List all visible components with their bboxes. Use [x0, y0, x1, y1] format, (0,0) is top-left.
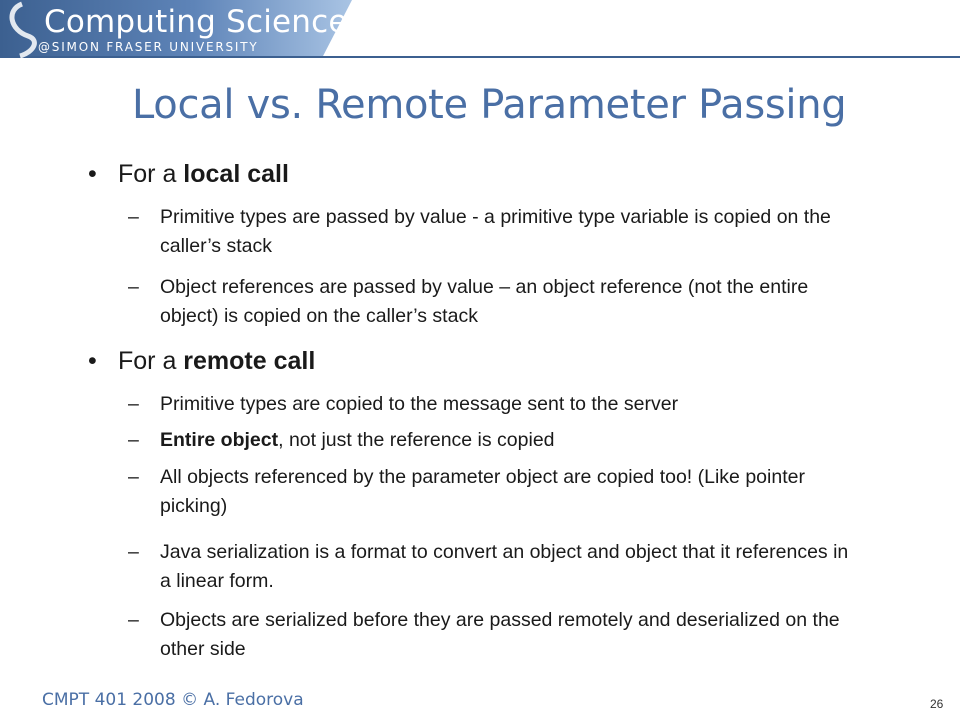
bullet-text — [118, 160, 289, 189]
brand-subtitle: @SIMON FRASER UNIVERSITY — [38, 40, 259, 54]
bullet-text — [118, 347, 315, 376]
dash-glyph: – — [128, 429, 139, 451]
page-number: 26 — [930, 697, 944, 711]
sub-item — [128, 463, 858, 521]
dash-glyph: – — [128, 609, 139, 631]
header-banner — [0, 0, 960, 58]
sub-item-rest: , not just the reference is copied — [278, 429, 555, 451]
sub-item-text — [160, 426, 858, 455]
bullet-bold: remote call — [183, 347, 316, 375]
bullet-glyph: • — [88, 160, 97, 188]
dash-glyph: – — [128, 276, 139, 298]
footer-course: CMPT 401 2008 © A. Fedorova — [42, 690, 304, 710]
dash-glyph: – — [128, 206, 139, 228]
sub-item-text: Object references are passed by value – an object reference (not the entire object) is copied on the caller’s stack — [160, 276, 809, 327]
bullet-prefix: For a — [118, 160, 184, 188]
sub-item — [128, 538, 858, 596]
sub-item-text: Primitive types are passed by value - a primitive type variable is copied on the caller’s stack — [160, 206, 831, 257]
sub-item-text: All objects referenced by the parameter object are copied too! (Like pointer picking) — [160, 466, 805, 517]
sub-item — [128, 390, 858, 419]
bullet-bold: local call — [183, 160, 289, 188]
bullet-prefix: For a — [118, 347, 184, 375]
sub-item — [128, 426, 858, 455]
sub-item-text: Objects are serialized before they are passed remotely and deserialized on the other side — [160, 609, 840, 660]
dash-glyph: – — [128, 541, 139, 563]
dash-glyph: – — [128, 466, 139, 488]
sub-item — [128, 606, 858, 664]
slide-title: Local vs. Remote Parameter Passing — [132, 82, 847, 128]
sub-item-bold: Entire object — [160, 429, 279, 451]
sub-item-text: Primitive types are copied to the message sent to the server — [160, 393, 679, 415]
bullet-glyph: • — [88, 347, 97, 375]
sub-item — [128, 273, 858, 331]
brand-title: Computing Science — [44, 4, 348, 40]
sub-item-text: Java serialization is a format to convert an object and object that it references in a linear form. — [160, 541, 849, 592]
dash-glyph: – — [128, 393, 139, 415]
sub-item — [128, 203, 858, 261]
